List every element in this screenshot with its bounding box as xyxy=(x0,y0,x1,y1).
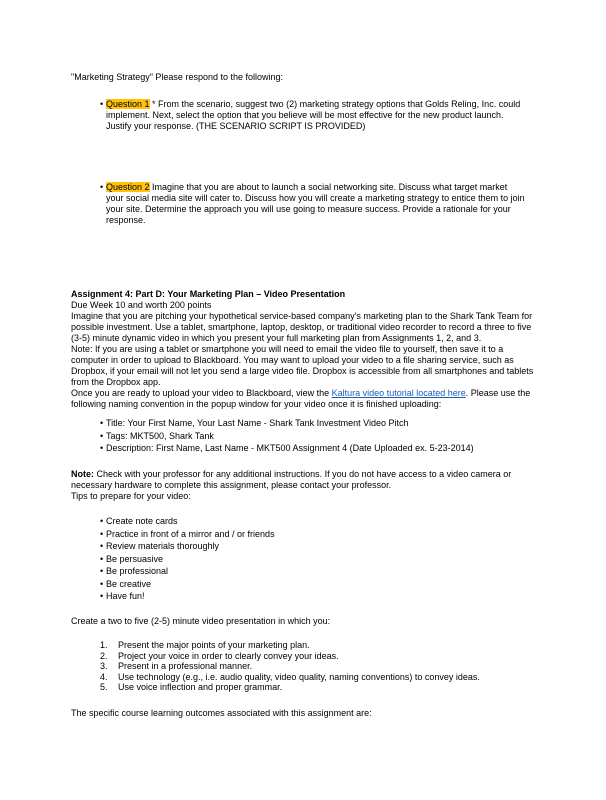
question-2 xyxy=(100,182,526,226)
naming-list xyxy=(100,418,474,456)
list-item xyxy=(100,443,474,456)
step-text: Use voice inflection and proper grammar. xyxy=(118,682,283,692)
step-number: 5. xyxy=(100,682,108,692)
kaltura-tutorial-link[interactable]: Kaltura video tutorial located here xyxy=(331,388,466,398)
step-text: Use technology (e.g., i.e. audio quality, video quality, naming conventions) to convey ideas. xyxy=(118,671,480,682)
list-item xyxy=(100,541,275,554)
bullet-icon: • xyxy=(100,516,104,526)
step-number: 2. xyxy=(100,650,108,661)
list-item xyxy=(100,566,275,579)
body-3-post: . Please use the following naming convention in the popup window for your video once it is finished uploading: xyxy=(71,388,531,409)
note-text: Check with your professor for any additional instructions. If you do not have access to a video camera or necessary hardware to complete this assignment, please contact your professor. xyxy=(71,469,512,490)
outcomes-heading: The specific course learning outcomes associated with this assignment are: xyxy=(71,708,372,718)
list-item xyxy=(100,430,474,444)
list-item xyxy=(100,528,275,542)
bullet-icon: • xyxy=(100,528,104,539)
question-1 xyxy=(100,99,526,132)
tip-text: Be persuasive xyxy=(106,553,164,564)
list-item xyxy=(100,591,275,604)
tip-text: Be professional xyxy=(106,566,169,576)
list-item xyxy=(100,418,474,431)
bullet-icon: • xyxy=(100,443,104,453)
step-number: 4. xyxy=(100,671,108,682)
list-item xyxy=(100,516,275,529)
tips-heading: Tips to prepare for your video: xyxy=(71,491,191,501)
tips-list xyxy=(100,516,275,604)
body-3-pre: Once you are ready to upload your video to Blackboard, view the xyxy=(71,388,332,398)
assignment-body-3 xyxy=(71,388,541,410)
create-heading: Create a two to five (2-5) minute video presentation in which you: xyxy=(71,616,331,626)
note-label: Note: xyxy=(71,469,94,479)
bullet-icon: • xyxy=(100,578,104,589)
bullet-icon: • xyxy=(100,591,104,601)
step-text: Project your voice in order to clearly convey your ideas. xyxy=(118,650,339,661)
step-number: 3. xyxy=(100,661,108,671)
assignment-title: Assignment 4: Part D: Your Marketing Plan – Video Presentation xyxy=(71,289,346,299)
tip-text: Be creative xyxy=(106,578,152,589)
assignment-body-2: Note: If you are using a tablet or smartphone you will need to email the video file to yourself, then save it to a computer in order to upload to Blackboard. You may want to upload your video to a file sharing service, such as Dropbox, if your email will not let you send a large video file. Dropbox is accessible from all smartphones and tablets from the Dropbox app. xyxy=(71,344,534,387)
assignment-due: Due Week 10 and worth 200 points xyxy=(71,300,212,310)
bullet-icon: • xyxy=(100,541,104,551)
list-item xyxy=(100,578,275,592)
step-number: 1. xyxy=(100,640,108,650)
note-paragraph xyxy=(71,469,541,502)
intro-text: "Marketing Strategy" Please respond to the following: xyxy=(71,72,284,82)
question-2-label: Question 2 xyxy=(106,182,150,192)
tip-text: Have fun! xyxy=(106,591,145,601)
tip-text: Create note cards xyxy=(106,516,178,526)
naming-item-text: Description: First Name, Last Name - MKT500 Assignment 4 (Date Uploaded ex. 5-23-2014) xyxy=(106,443,474,453)
question-1-text: * From the scenario, suggest two (2) marketing strategy options that Golds Reling, Inc. could implement. Next, select the option that you believe will be most effective for the new product launch. Justify your response. (THE SCENARIO SCRIPT IS PROVIDED) xyxy=(106,99,521,131)
assignment-section xyxy=(71,289,541,410)
bullet-icon: • xyxy=(100,566,104,576)
naming-item-text: Tags: MKT500, Shark Tank xyxy=(106,430,214,441)
tip-text: Review materials thoroughly xyxy=(106,541,220,551)
list-item xyxy=(100,553,275,567)
question-1-label: Question 1 xyxy=(106,99,150,109)
bullet-icon: • xyxy=(100,99,104,109)
bullet-icon: • xyxy=(100,553,104,564)
tip-text: Practice in front of a mirror and / or friends xyxy=(106,528,275,539)
naming-item-text: Title: Your First Name, Your Last Name - Shark Tank Investment Video Pitch xyxy=(106,418,409,428)
bullet-icon: • xyxy=(100,430,104,441)
assignment-body-1: Imagine that you are pitching your hypothetical service-based company's marketing plan to the Shark Tank Team for possible investment. Use a tablet, smartphone, laptop, desktop, or traditional video recorder to record a three to five (3-5) minute dynamic video in which you present your full marketing plan from Assignments 1, 2, and 3. xyxy=(71,311,533,343)
bullet-icon: • xyxy=(100,182,104,192)
step-text: Present the major points of your marketing plan. xyxy=(118,640,310,650)
bullet-icon: • xyxy=(100,418,104,428)
question-2-text: Imagine that you are about to launch a social networking site. Discuss what target market your social media site will cater to. Discuss how you will create a marketing strategy to entice them to join your site. Determine the approach you will use going to measure success. Provide a rationale for your response. xyxy=(106,182,525,225)
step-text: Present in a professional manner. xyxy=(118,661,253,671)
